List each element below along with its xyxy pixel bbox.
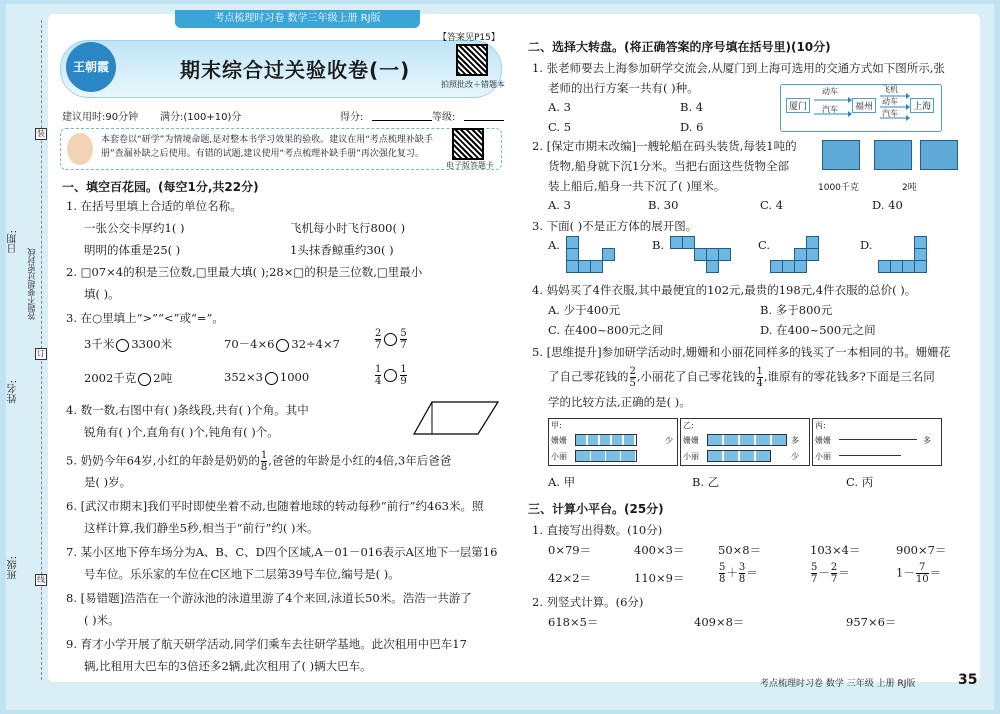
q1-6b: 这样计算,我们静坐5秒,相当于“前行”约( )米。 (84, 521, 319, 535)
q1-3e-left: 352×3 (224, 370, 263, 384)
calc-4: 103×4＝ (810, 543, 861, 557)
route-label-dongche: 动车 (822, 87, 838, 96)
method-yi-box (680, 418, 810, 466)
cargo-crate (920, 140, 958, 170)
method-yi-label: 乙: (683, 421, 694, 430)
q1-3d-row (84, 370, 172, 386)
method-jia-li: 小丽 (551, 452, 567, 461)
q1-3a-right: 3300米 (131, 337, 173, 351)
method-yi-shan: 姗姗 (683, 436, 699, 445)
section1-heading: 一、填空百花园。(每空1分,共22分) (62, 180, 259, 194)
q2-5a: 5. [思维提升]参加研学活动时,姗姗和小丽花同样多的钱买了一本相同的书。姗姗花 (532, 345, 951, 359)
route-mid: 福州 (852, 98, 876, 113)
calc-3: 50×8＝ (718, 543, 762, 557)
date-label: 日期: (8, 230, 19, 254)
q1-3b-right: 32÷4×7 (291, 337, 340, 351)
calc-2: 400×3＝ (634, 543, 685, 557)
q2-5-option-b[interactable]: B. 乙 (692, 475, 720, 489)
qr-code-icon[interactable] (456, 44, 488, 76)
one-minus: 1－ (896, 565, 915, 580)
parallelogram-figure (412, 398, 502, 438)
q1-3f-row (374, 364, 408, 387)
fraction: $\frac{5}{7}$ (400, 328, 407, 351)
score-blank[interactable] (372, 120, 432, 121)
q2-4-option-c[interactable]: C. 在400~800元之间 (548, 323, 664, 337)
q2-5-option-c[interactable]: C. 丙 (846, 475, 874, 489)
seal-tick-xian: 线 (37, 575, 45, 584)
method-jia-shan: 姗姗 (551, 436, 567, 445)
q2-5c: 学的比较方法,正确的是( )。 (548, 395, 691, 409)
route-arrows-right (878, 92, 910, 122)
fraction: $\frac{1}{9}$ (400, 364, 407, 387)
fraction: $\frac{2}{7}$ (375, 328, 382, 351)
method-bing-li: 小丽 (815, 452, 831, 461)
q2-1b: 老师的出行方案一共有( )种。 (548, 81, 699, 95)
brand-logo: 王朝霞 (66, 42, 116, 92)
compare-circle[interactable] (276, 339, 289, 352)
grade-field: 等级: (432, 112, 456, 123)
grade-blank[interactable] (464, 120, 504, 121)
method-bing-box (812, 418, 942, 466)
fraction: $\frac{1}{4}$ (375, 364, 382, 387)
q1-5a: 5. 奶奶今年64岁,小红的年龄是奶奶的 (66, 453, 260, 468)
q1-1d: 1头抹香鲸重约30( ) (290, 243, 394, 257)
q1-1c: 明明的体重是25( ) (84, 243, 181, 257)
q1-8b: ( )米。 (84, 613, 120, 627)
q1-9b: 辆,比租用大巴车的3倍还多2辆,此次租用了( )辆大巴车。 (84, 659, 372, 673)
notice-line2: 册”查漏补缺之后使用。有错的试题,建议使用“考点梳理补缺手册”再次强化复习。 (101, 149, 424, 159)
q1-9a: 9. 育才小学开展了航天研学活动,同学们乘车去往研学基地。此次租用中巴车17 (66, 637, 467, 651)
route-label-qiche: 汽车 (822, 105, 838, 114)
calc-10 (896, 562, 941, 585)
q2-5b2: ,小丽花了自己零花钱的 (636, 369, 756, 384)
q2-2-option-c[interactable]: C. 4 (760, 198, 784, 212)
method-yi-less: 少 (791, 452, 799, 461)
minus-sign: － (818, 565, 830, 580)
q1-1-stem: 1. 在括号里填上合适的单位名称。 (66, 199, 242, 213)
q2-3-stem: 3. 下面( )不是正方体的展开图。 (532, 219, 698, 233)
section2-heading: 二、选择大转盘。(将正确答案的序号填在括号里)(10分) (528, 40, 831, 54)
page-title: 期末综合过关验收卷(一) (180, 58, 411, 82)
q2-1-option-a[interactable]: A. 3 (548, 100, 571, 114)
q2-4-option-b[interactable]: B. 多于800元 (760, 303, 833, 317)
q2-4-option-d[interactable]: D. 在400~500元之间 (760, 323, 876, 337)
q1-6a: 6. [武汉市期末]我们平时即使坐着不动,也随着地球的转动每秒“前行”约463米。照 (66, 499, 484, 513)
q1-2a: 2. □07×4的积是三位数,□里最大填( );28×□的积是三位数,□里最小 (66, 265, 423, 279)
q1-8a: 8. [易错题]浩浩在一个游泳池的泳道里游了4个来回,泳道长50米。浩浩一共游了 (66, 591, 472, 605)
q2-5b-row (548, 366, 935, 389)
method-jia-box (548, 418, 678, 466)
q1-3-stem: 3. 在○里填上“>”“<”或“=”。 (66, 311, 224, 325)
compare-circle[interactable] (138, 373, 151, 386)
q2-5b3: ,谁原有的零花钱多?下面是三名同 (763, 369, 935, 384)
q1-5c: 是( )岁。 (84, 475, 132, 489)
vertical-calc-2: 409×8＝ (694, 615, 745, 629)
q2-2c: 装上船后,船身一共下沉了( )厘米。 (548, 179, 726, 193)
qr1-caption: 拍照批改＋错题本 (441, 80, 505, 89)
calc-6: 42×2＝ (548, 571, 592, 585)
q2-1a: 1. 张老师要去上海参加研学交流会,从厦门到上海可选用的交通方式如下图所示,张 (532, 61, 945, 75)
notice-line1: 本套卷以“研学”为情境命题,是对整本书学习效果的验收。建议在用“考点梳理补缺手 (101, 135, 433, 145)
score-field: 得分: (340, 112, 364, 123)
crate-label-2t: 2吨 (902, 183, 917, 193)
route-to: 上海 (910, 98, 934, 113)
method-yi-more: 多 (791, 436, 799, 445)
route-label-feiji: 飞机 (882, 85, 898, 94)
method-bing-shan: 姗姗 (815, 436, 831, 445)
q2-1-option-b[interactable]: B. 4 (680, 100, 704, 114)
compare-circle[interactable] (265, 372, 278, 385)
q2-2-option-a[interactable]: A. 3 (548, 198, 571, 212)
cargo-crate (822, 140, 860, 170)
method-yi-li: 小丽 (683, 452, 699, 461)
calc-1: 0×79＝ (548, 543, 592, 557)
seal-warning: 答题不要超过密封线 (27, 248, 36, 320)
footer-text: 考点梳理时习卷 数学 三年级 上册 RJ版 (760, 679, 916, 689)
q2-5b1: 了自己零花钱的 (548, 369, 629, 384)
equals-sign: ＝ (746, 565, 758, 580)
compare-circle[interactable] (384, 333, 397, 346)
route-label-qiche2: 汽车 (882, 109, 898, 118)
crate-label-1000kg: 1000千克 (818, 183, 859, 193)
fraction: $\frac{1}{8}$ (260, 450, 268, 473)
q1-4a: 4. 数一数,右图中有( )条线段,共有( )个角。其中 (66, 403, 309, 417)
page-number: 35 (958, 672, 978, 688)
q1-1a: 一张公交卡厚约1( ) (84, 221, 185, 235)
q1-5a-row (66, 450, 451, 473)
seal-tick-zhuang: 装 (37, 129, 45, 138)
q1-3e-row (224, 370, 309, 385)
calc-7: 110×9＝ (634, 571, 685, 585)
fraction: $\frac{2}{7}$ (830, 562, 838, 585)
notice-box (60, 128, 502, 170)
q1-3b-left: 70－4×6 (224, 337, 275, 351)
vertical-calc-1: 618×5＝ (548, 615, 599, 629)
q1-5b: ,爸爸的年龄是小红的4倍,3年后爸爸 (268, 453, 452, 468)
route-from: 厦门 (786, 98, 810, 113)
q2-2b: 货物,船身就下沉1分米。当把右面这些货物全部 (548, 159, 789, 173)
answer-card-qr-icon[interactable] (452, 128, 484, 160)
method-bing-label: 丙: (815, 421, 826, 430)
q1-1b: 飞机每小时飞行800( ) (290, 221, 406, 235)
compare-circle[interactable] (116, 339, 129, 352)
vertical-calc-3: 957×6＝ (846, 615, 897, 629)
qr2-caption: 电子版答题卡 (446, 161, 494, 170)
fraction: $\frac{5}{7}$ (811, 562, 818, 585)
section3-heading: 三、计算小平台。(25分) (528, 502, 664, 516)
q1-3c-row (374, 328, 408, 351)
q2-2a: 2. [保定市期末改编]一艘轮船在码头装货,每装1吨的 (532, 139, 797, 153)
q1-2b: 填( )。 (84, 287, 120, 301)
name-label: 姓名: (8, 380, 19, 404)
q1-3b-row (224, 336, 340, 352)
cargo-crate (874, 140, 912, 170)
q2-2-option-d[interactable]: D. 40 (872, 198, 903, 212)
compare-circle[interactable] (384, 369, 397, 382)
fraction: $\frac{2}{5}$ (629, 366, 636, 389)
teacher-avatar (67, 133, 93, 165)
q1-4b: 锐角有( )个,直角有( )个,钝角有( )个。 (84, 425, 279, 439)
q2-4-stem: 4. 妈妈买了4件衣服,其中最便宜的102元,最贵的198元,4件衣服的总价( )。 (532, 283, 917, 297)
calc-9 (810, 562, 850, 585)
q2-3-option-a[interactable]: A. (548, 238, 560, 252)
q1-3e-right: 1000 (279, 370, 310, 384)
seal-tick-ding: 订 (37, 349, 45, 358)
plus-sign: ＋ (726, 565, 738, 580)
full-score: 满分:(100+10)分 (160, 112, 242, 123)
q2-1-option-d[interactable]: D. 6 (680, 120, 704, 134)
q1-3a-row (84, 336, 172, 352)
answer-reference: 【答案见P15】 (438, 33, 500, 43)
q2-5-option-a[interactable]: A. 甲 (548, 475, 576, 489)
method-jia-label: 甲: (551, 421, 562, 430)
q1-3a-left: 3千米 (84, 337, 115, 351)
route-label-dongche2: 动车 (882, 97, 898, 106)
fraction: $\frac{5}{8}$ (719, 562, 726, 585)
q2-1-option-c[interactable]: C. 5 (548, 120, 572, 134)
calc-5: 900×7＝ (896, 543, 947, 557)
method-bing-more: 多 (923, 436, 931, 445)
fraction: $\frac{7}{10}$ (915, 562, 929, 585)
q1-7b: 号车位。乐乐家的车位在C区地下二层第39号车位,编号是( )。 (84, 567, 400, 581)
class-label: 班级: (8, 556, 19, 580)
q2-2-option-b[interactable]: B. 30 (648, 198, 679, 212)
series-banner: 考点梳理时习卷 数学三年级上册 RJ版 (175, 10, 420, 28)
calc-8 (718, 562, 758, 585)
q3-1-stem: 1. 直接写出得数。(10分) (532, 523, 663, 537)
fraction: $\frac{3}{8}$ (738, 562, 746, 585)
q2-3-option-b[interactable]: B. (652, 238, 665, 252)
equals-sign: ＝ (929, 565, 942, 580)
q2-3-option-d[interactable]: D. (860, 238, 873, 252)
q3-2-stem: 2. 列竖式计算。(6分) (532, 595, 644, 609)
q2-3-option-c[interactable]: C. (758, 238, 771, 252)
equals-sign: ＝ (838, 565, 850, 580)
route-arrows-left (812, 94, 852, 118)
q1-3d-right: 2吨 (153, 371, 173, 385)
suggested-time: 建议用时:90分钟 (62, 112, 139, 123)
fraction: $\frac{1}{4}$ (756, 366, 763, 389)
q2-4-option-a[interactable]: A. 少于400元 (548, 303, 621, 317)
q1-3d-left: 2002千克 (84, 371, 137, 385)
method-jia-less: 少 (665, 436, 673, 445)
q1-7a: 7. 某小区地下停车场分为A、B、C、D四个区域,A－01－016表示A区地下一层第16 (66, 545, 498, 559)
